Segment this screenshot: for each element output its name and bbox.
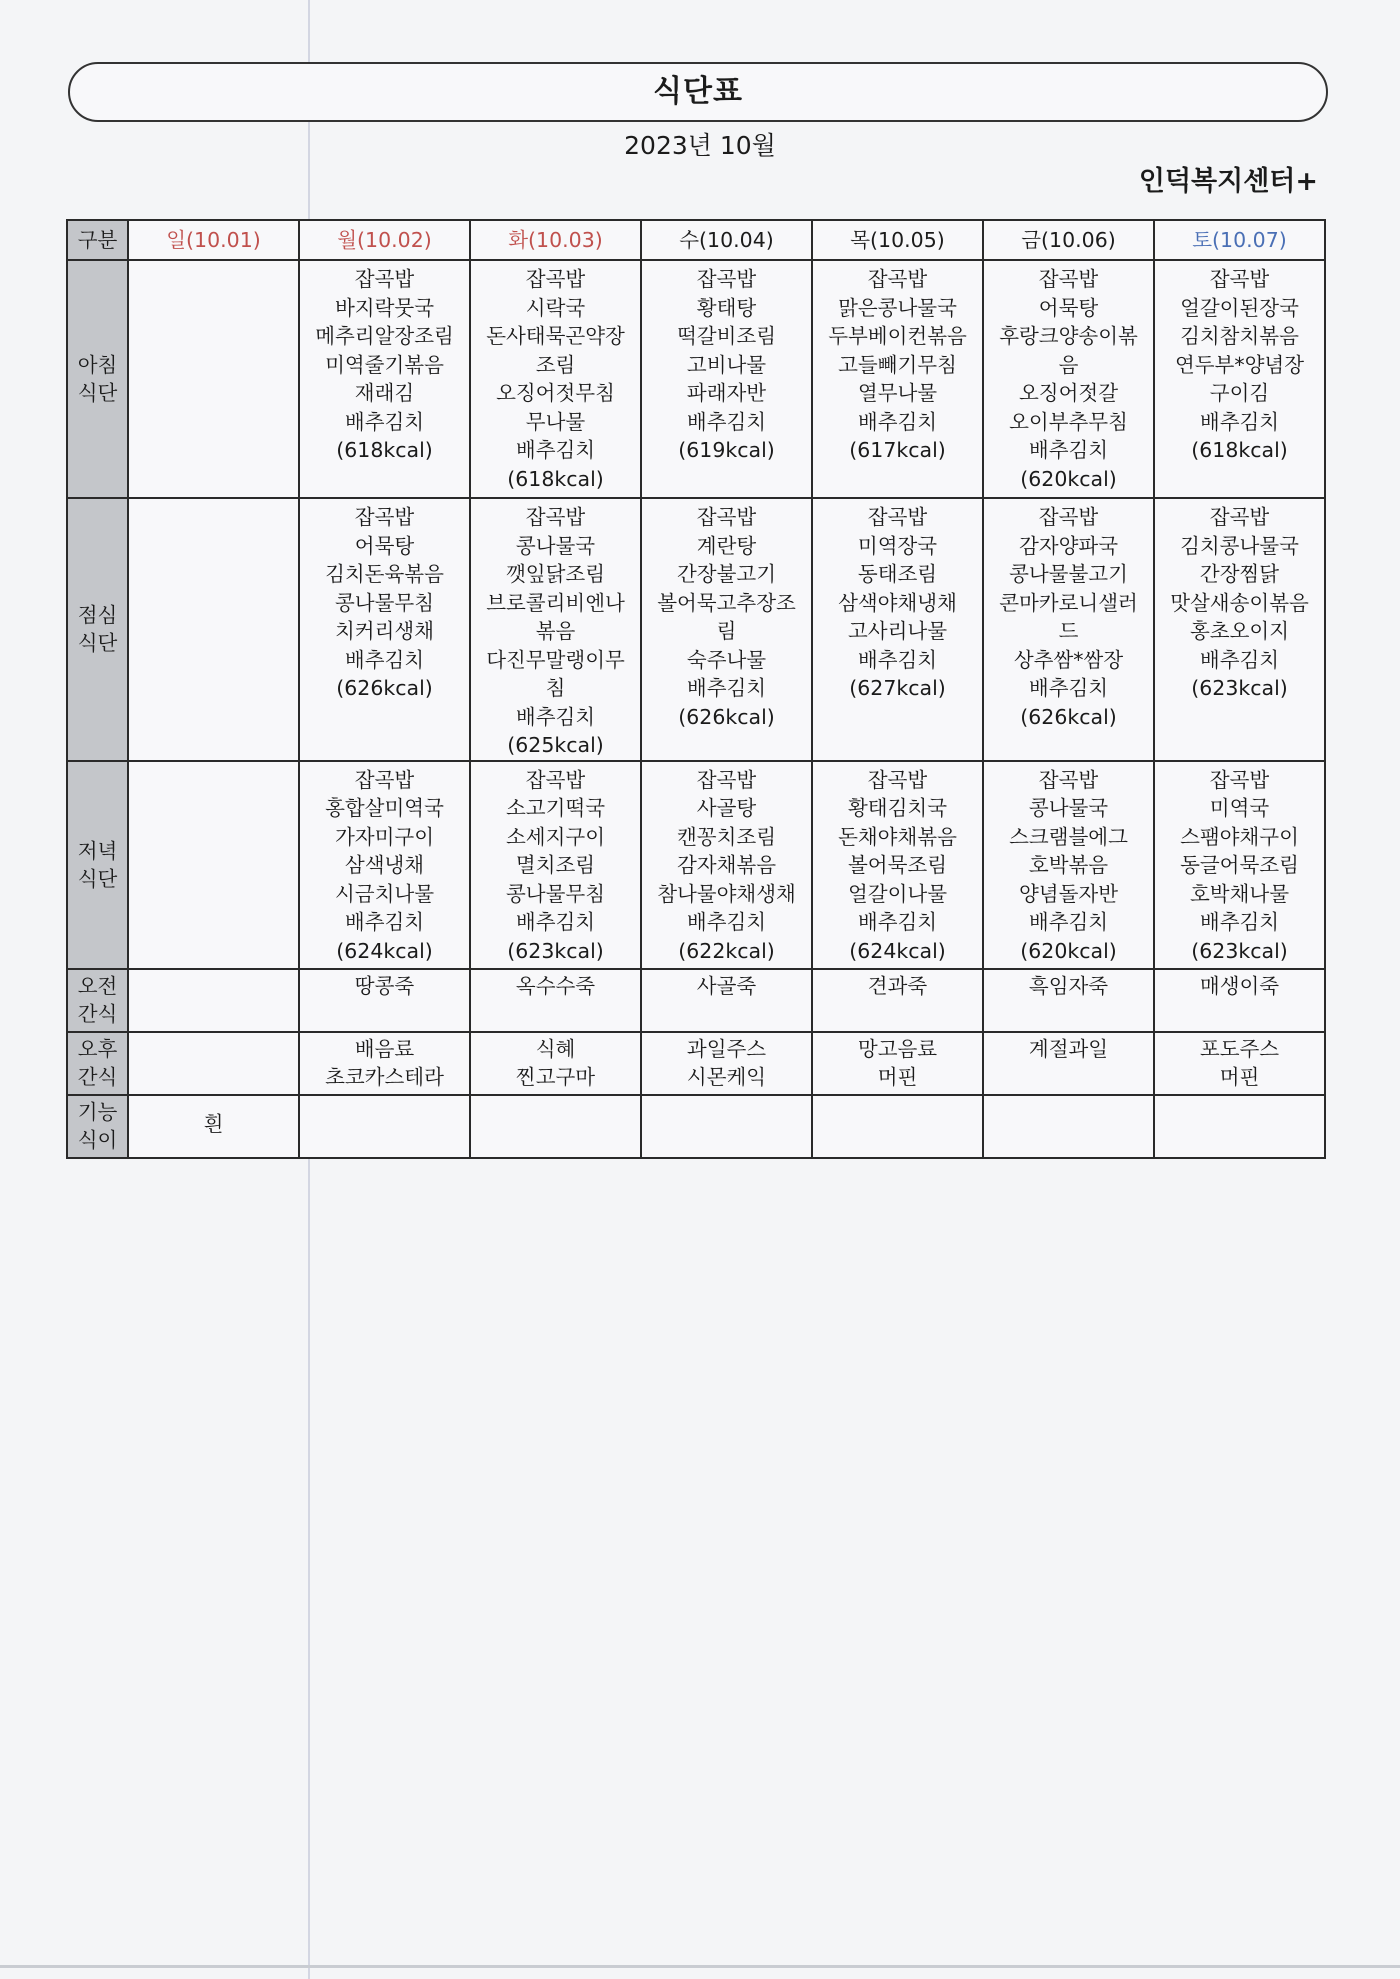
- menu-item: 림: [716, 619, 737, 643]
- menu-item: 잡곡밥: [354, 767, 415, 792]
- menu-cell: [128, 969, 299, 1032]
- menu-item: 과일주스: [686, 1036, 767, 1061]
- menu-item: 초코카스테라: [325, 1065, 444, 1089]
- row-label-line: 저녁: [77, 838, 118, 863]
- menu-item: 볼어묵고추장조: [657, 590, 796, 615]
- menu-cell: [470, 969, 641, 1032]
- menu-item: (619kcal): [678, 438, 775, 462]
- menu-item: 콩나물무침: [505, 881, 605, 906]
- menu-item: 고사리나물: [847, 619, 947, 643]
- menu-item: (623kcal): [1191, 676, 1288, 700]
- day-header: 월(10.02): [299, 220, 470, 260]
- menu-item: 깻잎닭조림: [505, 562, 605, 586]
- menu-item: 숙주나물: [686, 647, 767, 672]
- menu-item: 시몬케익: [686, 1065, 767, 1089]
- menu-cell: [299, 1032, 470, 1095]
- menu-item: 맛살새송이볶음: [1170, 590, 1309, 615]
- menu-item: 배추김치: [857, 409, 938, 434]
- menu-item: 가자미구이: [334, 824, 434, 849]
- menu-item: (618kcal): [1191, 438, 1288, 462]
- menu-item: 식혜: [535, 1036, 576, 1061]
- day-header: 일(10.01): [128, 220, 299, 260]
- document-title: 식단표: [653, 74, 743, 109]
- menu-item: 음: [1058, 352, 1079, 377]
- menu-item: 메추리알장조림: [315, 324, 454, 348]
- menu-item: 계란탕: [696, 533, 757, 558]
- menu-item: 잡곡밥: [696, 267, 757, 291]
- menu-item: 오징어젓무침: [496, 381, 615, 405]
- row-label-line: 식이: [77, 1128, 118, 1152]
- menu-item: (624kcal): [336, 938, 433, 963]
- menu-item: (623kcal): [1191, 938, 1288, 963]
- menu-item: 동글어묵조림: [1180, 853, 1299, 877]
- menu-item: 조림: [535, 352, 576, 377]
- menu-item: 홍합살미역국: [325, 796, 444, 820]
- menu-item: (625kcal): [507, 733, 604, 757]
- menu-item: 연두부*양념장: [1174, 352, 1305, 377]
- row-label-line: 간식: [77, 1002, 118, 1026]
- menu-item: 삼색냉채: [344, 853, 425, 877]
- menu-cell: [470, 1095, 641, 1158]
- row-label: [67, 761, 128, 969]
- menu-item: 미역국: [1209, 796, 1270, 820]
- row-label: [67, 1032, 128, 1095]
- menu-cell: [812, 260, 983, 498]
- menu-item: 호박볶음: [1028, 853, 1109, 877]
- row-label-line: 점심: [77, 603, 118, 628]
- table-corner-label: 구분: [67, 220, 128, 260]
- menu-cell: [1154, 498, 1325, 761]
- menu-cell: [812, 1032, 983, 1095]
- menu-item: 배추김치: [515, 910, 596, 934]
- menu-cell: [641, 1032, 812, 1095]
- menu-item: 잡곡밥: [1209, 767, 1270, 792]
- menu-item: 치커리생채: [334, 619, 434, 643]
- menu-item: 잡곡밥: [354, 505, 415, 529]
- row-label: [67, 969, 128, 1032]
- menu-item: 오징어젓갈: [1018, 381, 1118, 405]
- menu-item: 황태탕: [696, 295, 757, 320]
- menu-cell: [983, 498, 1154, 761]
- menu-cell: [470, 1032, 641, 1095]
- menu-item: 스팸야채구이: [1180, 824, 1299, 849]
- menu-item: 김치돈육볶음: [325, 562, 444, 586]
- menu-item: 양념돌자반: [1018, 881, 1118, 906]
- menu-item: 간장찜닭: [1199, 562, 1280, 586]
- menu-item: 배추김치: [1028, 676, 1109, 700]
- menu-item: 배추김치: [1199, 409, 1280, 434]
- menu-cell: [641, 498, 812, 761]
- menu-item: 배추김치: [686, 676, 767, 700]
- paper-bottom-edge: [0, 1965, 1400, 1968]
- menu-item: 계절과일: [1028, 1036, 1109, 1061]
- menu-item: 드: [1058, 619, 1079, 643]
- menu-item: 포도주스: [1199, 1036, 1280, 1061]
- menu-item: 소고기떡국: [505, 796, 605, 820]
- menu-cell: [983, 1095, 1154, 1158]
- menu-item: 잡곡밥: [1038, 505, 1099, 529]
- menu-item: 간장불고기: [676, 562, 776, 586]
- day-header: 화(10.03): [470, 220, 641, 260]
- menu-item: 얼갈이된장국: [1180, 295, 1299, 320]
- menu-cell: [299, 761, 470, 969]
- menu-cell: [470, 260, 641, 498]
- menu-item: 홍초오이지: [1189, 619, 1289, 643]
- menu-item: 참나물야채생채: [657, 881, 796, 906]
- menu-cell: [641, 761, 812, 969]
- menu-cell: [641, 1095, 812, 1158]
- menu-item: 김치콩나물국: [1180, 533, 1299, 558]
- menu-item: 얼갈이나물: [847, 881, 947, 906]
- menu-item: 잡곡밥: [525, 767, 586, 792]
- dinner-row: [67, 761, 1325, 969]
- menu-cell: [983, 260, 1154, 498]
- menu-item: 잡곡밥: [1038, 267, 1099, 291]
- lunch-row: [67, 498, 1325, 761]
- menu-item: 무나물: [525, 409, 586, 434]
- menu-item: 사골죽: [696, 973, 757, 998]
- row-label-line: 오후: [77, 1037, 118, 1061]
- menu-cell: [812, 498, 983, 761]
- menu-item: 동태조림: [857, 562, 938, 586]
- row-label-line: 간식: [77, 1065, 118, 1089]
- menu-item: 배추김치: [1199, 647, 1280, 672]
- menu-cell: [299, 969, 470, 1032]
- day-header: 금(10.06): [983, 220, 1154, 260]
- meal-plan-table: [66, 219, 1326, 1159]
- menu-item: 소세지구이: [505, 824, 605, 849]
- row-label: [67, 260, 128, 498]
- menu-item: 잡곡밥: [867, 767, 928, 792]
- menu-item: (623kcal): [507, 938, 604, 963]
- menu-item: 재래김: [354, 381, 415, 405]
- menu-cell: [1154, 260, 1325, 498]
- menu-cell: [1154, 761, 1325, 969]
- menu-cell: [299, 260, 470, 498]
- menu-item: (626kcal): [678, 704, 775, 729]
- menu-cell: [128, 260, 299, 498]
- menu-item: 배추김치: [686, 409, 767, 434]
- menu-cell: [812, 969, 983, 1032]
- row-label-line: 기능: [77, 1100, 118, 1124]
- document-title-box: [68, 62, 1328, 122]
- menu-item: 볼어묵조림: [847, 853, 947, 877]
- menu-item: 사골탕: [696, 796, 757, 820]
- menu-cell: [641, 969, 812, 1032]
- menu-item: (617kcal): [849, 438, 946, 462]
- menu-cell: [128, 1032, 299, 1095]
- menu-item: 돈사태묵곤약장: [486, 324, 625, 348]
- menu-item: 볶음: [535, 619, 576, 643]
- menu-item: (626kcal): [1020, 704, 1117, 729]
- menu-item: 호박채나물: [1189, 881, 1289, 906]
- menu-item: 고들빼기무침: [838, 352, 957, 377]
- special-diet-row: [67, 1095, 1325, 1158]
- menu-cell: [470, 761, 641, 969]
- center-name: 인덕복지센터+: [1138, 166, 1318, 197]
- menu-item: 캔꽁치조림: [676, 824, 776, 849]
- row-label-line: 아침: [77, 353, 118, 377]
- menu-item: 잡곡밥: [867, 505, 928, 529]
- menu-item: 바지락뭇국: [334, 295, 434, 320]
- menu-cell: [128, 1095, 299, 1158]
- menu-item: 배음료: [354, 1036, 415, 1061]
- menu-item: 감자채볶음: [676, 853, 776, 877]
- menu-item: 옥수수죽: [515, 973, 596, 998]
- menu-item: 침: [545, 676, 566, 700]
- menu-item: 고비나물: [686, 352, 767, 377]
- row-label-line: 식단: [77, 631, 118, 656]
- menu-item: 콩나물국: [1028, 796, 1109, 820]
- menu-item: 배추김치: [1028, 438, 1109, 462]
- menu-item: 콩나물무침: [334, 590, 434, 615]
- menu-item: 맑은콩나물국: [838, 295, 957, 320]
- menu-item: 흑임자죽: [1028, 973, 1109, 998]
- menu-item: (622kcal): [678, 938, 775, 963]
- menu-item: 배추김치: [344, 647, 425, 672]
- menu-item: 배추김치: [1028, 910, 1109, 934]
- menu-item: (618kcal): [336, 438, 433, 462]
- menu-item: (624kcal): [849, 938, 946, 963]
- menu-item: 잡곡밥: [867, 267, 928, 291]
- menu-item: 견과죽: [867, 973, 928, 998]
- menu-item: 열무나물: [857, 381, 938, 405]
- menu-item: 구이김: [1209, 381, 1270, 405]
- menu-item: 어묵탕: [354, 533, 415, 558]
- menu-item: (620kcal): [1020, 466, 1117, 491]
- menu-cell: [1154, 1032, 1325, 1095]
- day-header: 토(10.07): [1154, 220, 1325, 260]
- menu-cell: [128, 761, 299, 969]
- menu-item: 배추김치: [857, 647, 938, 672]
- menu-item: (626kcal): [336, 676, 433, 700]
- menu-cell: [812, 1095, 983, 1158]
- menu-item: 망고음료: [857, 1036, 938, 1061]
- morning-snack-row: [67, 969, 1325, 1032]
- row-label-line: 오전: [77, 974, 118, 998]
- day-header: 목(10.05): [812, 220, 983, 260]
- menu-item: 브로콜리비엔나: [486, 590, 625, 615]
- menu-item: 어묵탕: [1038, 295, 1099, 320]
- menu-item: 콩나물불고기: [1009, 562, 1128, 586]
- afternoon-snack-row: [67, 1032, 1325, 1095]
- menu-item: 잡곡밥: [696, 767, 757, 792]
- table-header-row: [67, 220, 1325, 260]
- menu-item: (620kcal): [1020, 938, 1117, 963]
- menu-cell: [812, 761, 983, 969]
- row-label: [67, 498, 128, 761]
- menu-period: 2023년 10월: [624, 131, 776, 160]
- menu-item: 배추김치: [857, 910, 938, 934]
- menu-item: 스크램블에그: [1009, 824, 1128, 849]
- menu-item: 김치참치볶음: [1180, 324, 1299, 348]
- menu-item: (627kcal): [849, 676, 946, 700]
- row-label-line: 식단: [77, 381, 118, 405]
- menu-item: 땅콩죽: [354, 973, 415, 998]
- menu-item: 시금치나물: [334, 881, 434, 906]
- menu-item: 콩나물국: [515, 533, 596, 558]
- menu-item: 잡곡밥: [354, 267, 415, 291]
- day-header: 수(10.04): [641, 220, 812, 260]
- menu-item: 잡곡밥: [1038, 767, 1099, 792]
- menu-cell: [641, 260, 812, 498]
- menu-item: 미역장국: [857, 533, 938, 558]
- menu-item: 흰: [203, 1111, 224, 1136]
- menu-item: 잡곡밥: [1209, 505, 1270, 529]
- menu-item: 배추김치: [344, 910, 425, 934]
- menu-item: 배추김치: [686, 910, 767, 934]
- menu-item: 삼색야채냉채: [838, 590, 957, 615]
- menu-item: 떡갈비조림: [676, 324, 776, 348]
- menu-item: 다진무말랭이무: [486, 647, 625, 672]
- menu-item: 상추쌈*쌈장: [1013, 647, 1124, 672]
- menu-item: 파래자반: [686, 381, 767, 405]
- menu-item: 후랑크양송이볶: [999, 324, 1138, 348]
- menu-cell: [1154, 969, 1325, 1032]
- menu-cell: [470, 498, 641, 761]
- menu-item: 배추김치: [515, 438, 596, 462]
- menu-item: 찐고구마: [515, 1065, 596, 1089]
- menu-item: 멸치조림: [515, 853, 596, 877]
- menu-item: 머핀: [1219, 1065, 1260, 1089]
- menu-cell: [1154, 1095, 1325, 1158]
- menu-item: 두부베이컨볶음: [828, 324, 967, 348]
- menu-item: 황태김치국: [847, 796, 947, 820]
- menu-item: 미역줄기볶음: [325, 352, 444, 377]
- menu-item: 잡곡밥: [525, 267, 586, 291]
- menu-item: 콘마카로니샐러: [999, 590, 1138, 615]
- menu-item: 배추김치: [515, 704, 596, 729]
- menu-item: 돈채야채볶음: [838, 824, 957, 849]
- menu-item: 배추김치: [344, 409, 425, 434]
- menu-cell: [983, 761, 1154, 969]
- menu-cell: [299, 498, 470, 761]
- row-label-line: 식단: [77, 866, 118, 891]
- menu-item: (618kcal): [507, 466, 604, 491]
- menu-cell: [983, 1032, 1154, 1095]
- menu-item: 머핀: [877, 1065, 918, 1089]
- menu-item: 오이부추무침: [1009, 409, 1128, 434]
- menu-cell: [299, 1095, 470, 1158]
- menu-item: 배추김치: [1199, 910, 1280, 934]
- menu-item: 잡곡밥: [525, 505, 586, 529]
- menu-cell: [983, 969, 1154, 1032]
- menu-item: 잡곡밥: [696, 505, 757, 529]
- breakfast-row: [67, 260, 1325, 498]
- menu-item: 잡곡밥: [1209, 267, 1270, 291]
- menu-cell: [128, 498, 299, 761]
- menu-item: 시락국: [525, 295, 586, 320]
- row-label: [67, 1095, 128, 1158]
- menu-item: 매생이죽: [1199, 973, 1280, 998]
- menu-item: 감자양파국: [1018, 533, 1118, 558]
